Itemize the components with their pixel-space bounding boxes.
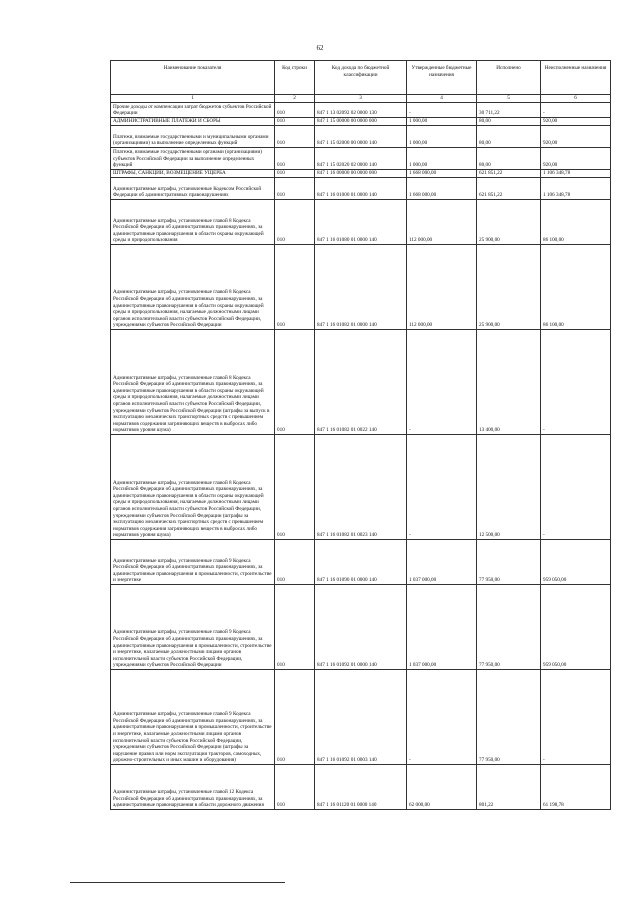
cell-approved: 112 000,00 bbox=[407, 200, 477, 245]
cell-line: 010 bbox=[275, 245, 315, 330]
cell-name: Административные штрафы, установленные главой 8 Кодекса Российской Федерации об административных правонарушениях, за административные правонарушения в области охраны окружающей среды и природопользования, налагаемые должностными лицами органов исполнительной власти субъектов Российской Федерации, учреждениями субъектов Российской Федерации (штрафы за выпуск в эксплуатацию механических транспортных средств с превышением нормативов содержания загрязняющих веществ в выбросах либо нормативов уровня шума) bbox=[111, 330, 275, 435]
cell-line: 010 bbox=[275, 435, 315, 540]
table-row bbox=[111, 126, 611, 148]
page-number: 62 bbox=[316, 44, 324, 52]
cell-executed: 621 851,22 bbox=[477, 170, 541, 178]
cell-approved: 112 000,00 bbox=[407, 245, 477, 330]
header-executed: Исполнено bbox=[477, 61, 541, 95]
cell-code: 847 1 16 01080 01 0000 140 bbox=[315, 200, 407, 245]
cell-name: Прочие доходы от компенсации затрат бюджетов субъектов Российской Федерации bbox=[111, 103, 275, 118]
cell-unexecuted: 86 100,00 bbox=[541, 200, 611, 245]
cell-approved: 1 668 000,00 bbox=[407, 178, 477, 200]
header-approved: Утвержденные бюджетные назначения bbox=[407, 61, 477, 95]
cell-line: 010 bbox=[275, 148, 315, 170]
cell-name: Административные штрафы, установленные главой 9 Кодекса Российской Федерации об административных правонарушениях, за административные правонарушения в промышленности, строительстве и энергетике, налагаемые должностными лицами органов исполнительной власти субъектов Российской Федерации, учреждениями субъектов Российской Федерации (штрафы за нарушение правил или норм эксплуатации тракторов, самоходных, дорожно-строительных и иных машин и оборудования) bbox=[111, 670, 275, 765]
cell-approved: - bbox=[407, 330, 477, 435]
cell-line: 010 bbox=[275, 178, 315, 200]
cell-code: 847 1 15 00000 00 0000 000 bbox=[315, 118, 407, 126]
cell-line: 010 bbox=[275, 540, 315, 585]
cell-line: 010 bbox=[275, 126, 315, 148]
cell-executed: 77 950,00 bbox=[477, 670, 541, 765]
table-row bbox=[111, 435, 611, 540]
column-number: 3 bbox=[315, 95, 407, 103]
cell-unexecuted: 959 050,00 bbox=[541, 540, 611, 585]
cell-code: 847 1 16 01092 01 0003 140 bbox=[315, 670, 407, 765]
cell-unexecuted: 959 050,00 bbox=[541, 585, 611, 670]
table-row bbox=[111, 330, 611, 435]
cell-line: 010 bbox=[275, 765, 315, 810]
cell-line: 010 bbox=[275, 330, 315, 435]
cell-executed: 80,00 bbox=[477, 126, 541, 148]
table-row bbox=[111, 540, 611, 585]
cell-name: Административные штрафы, установленные главой 9 Кодекса Российской Федерации об административных правонарушениях, за административные правонарушения в промышленности, строительстве и энергетике bbox=[111, 540, 275, 585]
cell-code: 847 1 15 02000 00 0000 140 bbox=[315, 126, 407, 148]
cell-unexecuted: 920,00 bbox=[541, 118, 611, 126]
table-row bbox=[111, 670, 611, 765]
cell-name: АДМИНИСТРАТИВНЫЕ ПЛАТЕЖИ И СБОРЫ bbox=[111, 118, 275, 126]
cell-code: 847 1 15 02020 02 0000 140 bbox=[315, 148, 407, 170]
cell-code: 847 1 16 01092 01 0000 140 bbox=[315, 585, 407, 670]
cell-executed: 25 900,00 bbox=[477, 245, 541, 330]
header-line-code: Код строки bbox=[275, 61, 315, 95]
header-row bbox=[111, 61, 611, 95]
cell-line: 010 bbox=[275, 118, 315, 126]
cell-executed: 621 851,22 bbox=[477, 178, 541, 200]
cell-approved: - bbox=[407, 103, 477, 118]
cell-approved: 1 000,00 bbox=[407, 118, 477, 126]
table-row bbox=[111, 200, 611, 245]
table-row bbox=[111, 170, 611, 178]
cell-line: 010 bbox=[275, 170, 315, 178]
cell-approved: 1 668 000,00 bbox=[407, 170, 477, 178]
cell-name: Административные штрафы, установленные Кодексом Российской Федерации об административных правонарушениях bbox=[111, 178, 275, 200]
cell-line: 010 bbox=[275, 585, 315, 670]
cell-name: Платежи, взимаемые государственными и муниципальными органами (организациями) за выполнение определенных функций bbox=[111, 126, 275, 148]
header-name: Наименование показателя bbox=[111, 61, 275, 95]
cell-unexecuted: - bbox=[541, 435, 611, 540]
cell-unexecuted: 86 100,00 bbox=[541, 245, 611, 330]
cell-code: 847 1 16 01082 01 0023 140 bbox=[315, 435, 407, 540]
cell-name: ШТРАФЫ, САНКЦИИ, ВОЗМЕЩЕНИЕ УЩЕРБА bbox=[111, 170, 275, 178]
cell-name: Административные штрафы, установленные главой 8 Кодекса Российской Федерации об административных правонарушениях, за административные правонарушения в области охраны окружающей среды и природопользования, налагаемые должностными лицами органов исполнительной власти субъектов Российской Федерации, учреждениями субъектов Российской Федерации bbox=[111, 245, 275, 330]
table-row bbox=[111, 245, 611, 330]
cell-approved: - bbox=[407, 435, 477, 540]
cell-approved: - bbox=[407, 670, 477, 765]
cell-code: 847 1 16 01082 01 0022 140 bbox=[315, 330, 407, 435]
cell-executed: 25 900,00 bbox=[477, 200, 541, 245]
cell-unexecuted: 920,00 bbox=[541, 126, 611, 148]
cell-approved: 62 000,00 bbox=[407, 765, 477, 810]
cell-code: 847 1 16 01090 01 0000 140 bbox=[315, 540, 407, 585]
cell-name: Административные штрафы, установленные главой 8 Кодекса Российской Федерации об административных правонарушениях, за административные правонарушения в области охраны окружающей среды и природопользования, налагаемые должностными лицами органов исполнительной власти субъектов Российской Федерации, учреждениями субъектов Российской Федерации (штрафы за эксплуатацию механических транспортных средств с превышением нормативов содержания загрязняющих веществ в выбросах либо нормативов уровня шума) bbox=[111, 435, 275, 540]
table-row bbox=[111, 765, 611, 810]
cell-approved: 1 000,00 bbox=[407, 148, 477, 170]
column-number: 4 bbox=[407, 95, 477, 103]
column-number: 6 bbox=[541, 95, 611, 103]
cell-approved: 1 037 000,00 bbox=[407, 540, 477, 585]
cell-executed: 77 950,00 bbox=[477, 540, 541, 585]
cell-unexecuted: - bbox=[541, 103, 611, 118]
cell-unexecuted: 920,00 bbox=[541, 148, 611, 170]
cell-executed: 12 500,00 bbox=[477, 435, 541, 540]
column-number: 2 bbox=[275, 95, 315, 103]
cell-code: 847 1 16 01000 01 0000 140 bbox=[315, 178, 407, 200]
cell-executed: 30 711,22 bbox=[477, 103, 541, 118]
cell-line: 010 bbox=[275, 670, 315, 765]
header-unexecuted: Неисполненные назначения bbox=[541, 61, 611, 95]
table-row bbox=[111, 178, 611, 200]
cell-line: 010 bbox=[275, 103, 315, 118]
table-row bbox=[111, 585, 611, 670]
cell-code: 847 1 13 02092 02 0000 130 bbox=[315, 103, 407, 118]
table-row bbox=[111, 148, 611, 170]
cell-unexecuted: - bbox=[541, 330, 611, 435]
cell-approved: 1 037 000,00 bbox=[407, 585, 477, 670]
cell-unexecuted: - bbox=[541, 670, 611, 765]
table-row bbox=[111, 103, 611, 118]
cell-executed: 77 950,00 bbox=[477, 585, 541, 670]
cell-code: 847 1 16 01120 01 0000 140 bbox=[315, 765, 407, 810]
income-table bbox=[110, 60, 611, 810]
cell-name: Административные штрафы, установленные главой 12 Кодекса Российской Федерации об административных правонарушениях, за административные правонарушения в области дорожного движения bbox=[111, 765, 275, 810]
cell-line: 010 bbox=[275, 200, 315, 245]
cell-executed: 80,00 bbox=[477, 148, 541, 170]
column-number: 1 bbox=[111, 95, 275, 103]
cell-name: Административные штрафы, установленные главой 9 Кодекса Российской Федерации об административных правонарушениях, за административные правонарушения в промышленности, строительстве и энергетике, налагаемые должностными лицами органов исполнительной власти субъектов Российской Федерации, учреждениями субъектов Российской Федерации bbox=[111, 585, 275, 670]
cell-name: Платежи, взимаемые государственными органами (организациями) субъектов Российской Федерации за выполнение определенных функций bbox=[111, 148, 275, 170]
cell-code: 847 1 16 01082 01 0000 140 bbox=[315, 245, 407, 330]
cell-unexecuted: 1 106 348,78 bbox=[541, 178, 611, 200]
cell-name: Административные штрафы, установленные главой 8 Кодекса Российской Федерации об административных правонарушениях, за административные правонарушения в области охраны окружающей среды и природопользования bbox=[111, 200, 275, 245]
cell-executed: 801,22 bbox=[477, 765, 541, 810]
column-number-row bbox=[111, 95, 611, 103]
cell-executed: 13 400,00 bbox=[477, 330, 541, 435]
footnote-divider bbox=[70, 882, 285, 883]
cell-unexecuted: 1 106 348,78 bbox=[541, 170, 611, 178]
table-row bbox=[111, 118, 611, 126]
cell-unexecuted: 61 198,78 bbox=[541, 765, 611, 810]
header-income-code: Код дохода по бюджетной классификации bbox=[315, 61, 407, 95]
column-number: 5 bbox=[477, 95, 541, 103]
cell-code: 847 1 16 00000 00 0000 000 bbox=[315, 170, 407, 178]
cell-executed: 80,00 bbox=[477, 118, 541, 126]
cell-approved: 1 000,00 bbox=[407, 126, 477, 148]
